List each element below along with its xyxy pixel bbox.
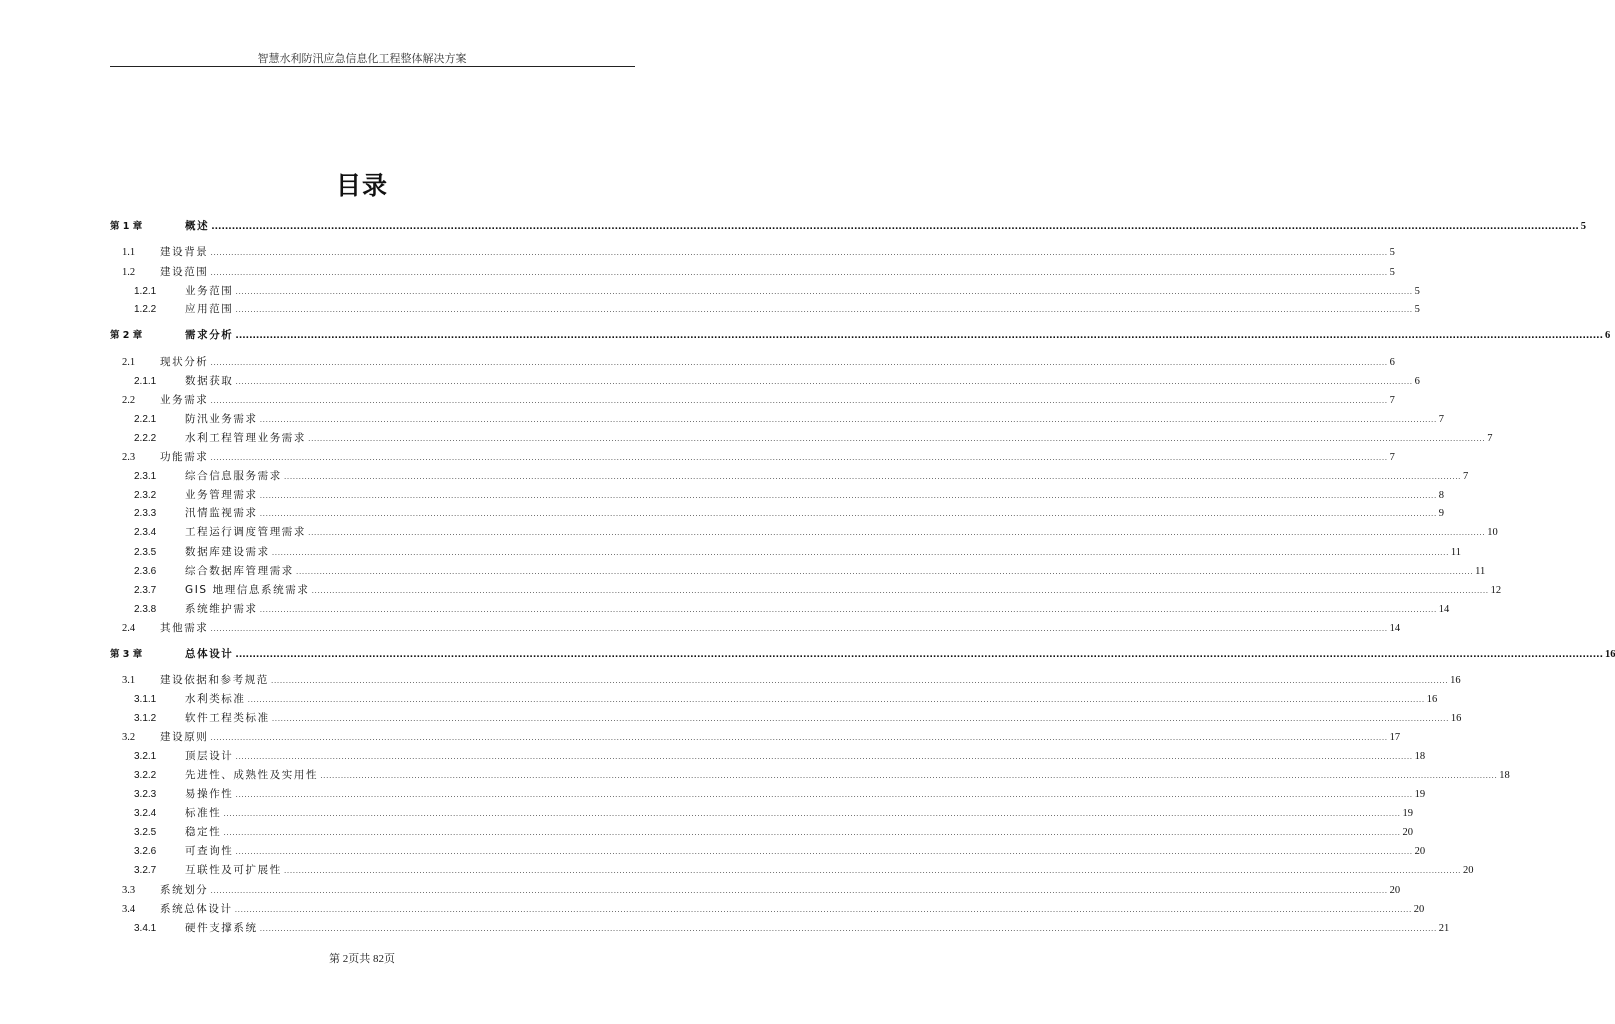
page-footer: 第 2页共 82页 xyxy=(329,953,395,965)
toc-entry-title: 建设依据和参考规范 xyxy=(160,674,269,686)
toc-entry-number: 3.2.5 xyxy=(134,827,157,838)
toc-entry-page: 6 xyxy=(1389,357,1395,368)
toc-dot-leader: ................................................................................................................................................................................................................................................................................................................................................................................................................ xyxy=(259,509,1437,518)
toc-entry-page: 19 xyxy=(1414,789,1426,800)
toc-entry-title: 硬件支撑系统 xyxy=(185,922,258,934)
toc-entry-number: 3.1.2 xyxy=(134,713,157,724)
toc-entry[interactable] xyxy=(110,582,1502,598)
toc-entry-page: 11 xyxy=(1450,547,1462,558)
toc-dot-leader: ................................................................................................................................................................................................................................................................................................................................................................................................................ xyxy=(308,434,1486,443)
toc-entry-page: 12 xyxy=(1490,585,1502,596)
toc-dot-leader: ................................................................................................................................................................................................................................................................................................................................................................................................................ xyxy=(259,605,1437,614)
toc-entry[interactable] xyxy=(110,505,1445,521)
toc-entry-number: 2.3.2 xyxy=(134,490,157,501)
toc-entry-number: 3.2 xyxy=(122,732,136,743)
toc-dot-leader: ................................................................................................................................................................................................................................................................................................................................................................................................................ xyxy=(259,924,1437,933)
toc-dot-leader: ................................................................................................................................................................................................................................................................................................................................................................................................................ xyxy=(210,396,1388,405)
toc-entry-title: 功能需求 xyxy=(160,451,209,463)
toc-entry-number: 2.2.2 xyxy=(134,433,157,444)
toc-entry-page: 5 xyxy=(1389,267,1395,278)
toc-entry-number: 1.2 xyxy=(122,267,136,278)
toc-entry[interactable] xyxy=(110,524,1498,540)
toc-dot-leader: ................................................................................................................................................................................................................................................................................................................................................................................................................ xyxy=(259,415,1437,424)
toc-dot-leader: ................................................................................................................................................................................................................................................................................................................................................................................................................ xyxy=(235,331,1603,341)
toc-entry-number: 3.1 xyxy=(122,675,136,686)
toc-entry-page: 20 xyxy=(1463,865,1474,876)
toc-dot-leader: ................................................................................................................................................................................................................................................................................................................................................................................................................ xyxy=(210,358,1388,367)
header-rule xyxy=(110,66,635,67)
toc-dot-leader: ................................................................................................................................................................................................................................................................................................................................................................................................................ xyxy=(308,528,1486,537)
toc-entry-number: 2.1 xyxy=(122,357,136,368)
toc-dot-leader: ................................................................................................................................................................................................................................................................................................................................................................................................................ xyxy=(211,222,1579,232)
toc-dot-leader: ................................................................................................................................................................................................................................................................................................................................................................................................................ xyxy=(235,305,1413,314)
toc-entry-number: 2.3 xyxy=(122,452,136,463)
toc-dot-leader: ................................................................................................................................................................................................................................................................................................................................................................................................................ xyxy=(235,847,1413,856)
toc-entry[interactable] xyxy=(110,392,1395,408)
toc-dot-leader: ................................................................................................................................................................................................................................................................................................................................................................................................................ xyxy=(235,650,1603,660)
toc-dot-leader: ................................................................................................................................................................................................................................................................................................................................................................................................................ xyxy=(283,866,1461,875)
toc-entry[interactable] xyxy=(110,354,1395,370)
toc-entry[interactable] xyxy=(110,563,1486,579)
toc-entry-number: 3.2.6 xyxy=(134,846,157,857)
toc-entry-title: 建设原则 xyxy=(160,731,209,743)
toc-entry-page: 5 xyxy=(1414,304,1420,315)
toc-entry-title: 汛情监视需求 xyxy=(185,507,258,519)
toc-entry-number: 3.2.1 xyxy=(134,751,157,762)
toc-entry-page: 18 xyxy=(1499,770,1510,781)
toc-dot-leader: ................................................................................................................................................................................................................................................................................................................................................................................................................ xyxy=(259,491,1437,500)
toc-entry-page: 7 xyxy=(1487,433,1493,444)
toc-entry[interactable] xyxy=(110,901,1425,917)
toc-entry-number: 2.3.8 xyxy=(134,604,157,615)
toc-entry-title: 需求分析 xyxy=(185,329,234,341)
toc-dot-leader: ................................................................................................................................................................................................................................................................................................................................................................................................................ xyxy=(235,790,1413,799)
toc-entry[interactable] xyxy=(110,843,1426,859)
toc-dot-leader: ................................................................................................................................................................................................................................................................................................................................................................................................................ xyxy=(271,714,1449,723)
toc-entry-title: 总体设计 xyxy=(185,648,234,660)
toc-entry-page: 5 xyxy=(1389,247,1395,258)
toc-entry-page: 16 xyxy=(1604,649,1615,660)
toc-dot-leader: ................................................................................................................................................................................................................................................................................................................................................................................................................ xyxy=(320,771,1498,780)
toc-entry[interactable] xyxy=(110,283,1420,299)
toc-dot-leader: ................................................................................................................................................................................................................................................................................................................................................................................................................ xyxy=(210,886,1388,895)
toc-entry-page: 7 xyxy=(1463,471,1469,482)
toc-entry-page: 19 xyxy=(1402,808,1413,819)
toc-entry-title: 软件工程类标准 xyxy=(185,712,270,724)
toc-entry-page: 10 xyxy=(1487,527,1498,538)
toc-dot-leader: ................................................................................................................................................................................................................................................................................................................................................................................................................ xyxy=(210,453,1388,462)
toc-entry-number: 3.2.2 xyxy=(134,770,157,781)
toc-entry-page: 20 xyxy=(1413,904,1425,915)
toc-dot-leader: ................................................................................................................................................................................................................................................................................................................................................................................................................ xyxy=(210,248,1388,257)
toc-entry[interactable] xyxy=(110,767,1510,783)
toc-entry-title: 顶层设计 xyxy=(185,750,234,762)
toc-entry-page: 7 xyxy=(1438,414,1445,425)
toc-entry-number: 2.3.4 xyxy=(134,527,157,538)
toc-entry[interactable] xyxy=(110,786,1426,802)
toc-entry-number: 2.2.1 xyxy=(134,414,157,425)
toc-entry-title: 标准性 xyxy=(185,807,222,819)
toc-entry-number: 第 2 章 xyxy=(110,330,143,341)
toc-entry[interactable] xyxy=(110,468,1469,484)
toc-dot-leader: ................................................................................................................................................................................................................................................................................................................................................................................................................ xyxy=(235,287,1413,296)
toc-entry-page: 11 xyxy=(1475,566,1486,577)
toc-entry[interactable] xyxy=(110,920,1450,936)
toc-entry[interactable] xyxy=(110,748,1426,764)
toc-entry-title: 易操作性 xyxy=(185,788,234,800)
toc-entry-title: 系统总体设计 xyxy=(160,903,233,915)
toc-entry[interactable] xyxy=(110,805,1413,821)
toc-entry[interactable] xyxy=(110,646,1615,662)
toc-entry-number: 3.2.4 xyxy=(134,808,157,819)
toc-entry[interactable] xyxy=(110,824,1413,840)
toc-entry-title: 可查询性 xyxy=(185,845,234,857)
toc-entry-title: 数据获取 xyxy=(185,375,234,387)
toc-entry-title: 工程运行调度管理需求 xyxy=(185,526,306,538)
toc-entry-title: 综合信息服务需求 xyxy=(185,470,282,482)
toc-entry-page: 16 xyxy=(1450,675,1461,686)
toc-entry[interactable] xyxy=(110,218,1587,234)
toc-entry-title: 稳定性 xyxy=(185,826,222,838)
toc-entry[interactable] xyxy=(110,449,1395,465)
toc-dot-leader: ................................................................................................................................................................................................................................................................................................................................................................................................................ xyxy=(210,624,1388,633)
toc-entry-number: 3.3 xyxy=(122,885,136,896)
toc-entry-number: 3.1.1 xyxy=(134,694,157,705)
toc-entry[interactable] xyxy=(110,691,1438,707)
toc-entry-page: 6 xyxy=(1604,330,1611,341)
toc-dot-leader: ................................................................................................................................................................................................................................................................................................................................................................................................................ xyxy=(295,567,1474,576)
toc-entry-page: 18 xyxy=(1414,751,1426,762)
toc-entry-page: 20 xyxy=(1402,827,1413,838)
toc-entry-title: 应用范围 xyxy=(185,303,234,315)
toc-title: 目录 xyxy=(335,171,388,200)
toc-entry-number: 3.4.1 xyxy=(134,923,157,934)
toc-entry-number: 2.3.7 xyxy=(134,585,157,596)
toc-entry-title: 水利工程管理业务需求 xyxy=(185,432,306,444)
toc-entry[interactable] xyxy=(110,672,1461,688)
toc-entry-page: 17 xyxy=(1389,732,1401,743)
toc-entry-page: 16 xyxy=(1426,694,1438,705)
toc-entry[interactable] xyxy=(110,601,1450,617)
toc-entry[interactable] xyxy=(110,411,1445,427)
toc-entry-title: 业务管理需求 xyxy=(185,489,258,501)
toc-entry[interactable] xyxy=(110,620,1401,636)
toc-entry-number: 3.4 xyxy=(122,904,136,915)
toc-entry-title: 数据库建设需求 xyxy=(185,546,270,558)
toc-entry-number: 1.2.2 xyxy=(134,304,157,315)
toc-entry-title: 建设背景 xyxy=(160,246,209,258)
toc-dot-leader: ................................................................................................................................................................................................................................................................................................................................................................................................................ xyxy=(311,586,1489,595)
toc-entry[interactable] xyxy=(110,430,1493,446)
toc-entry-page: 8 xyxy=(1438,490,1445,501)
toc-entry[interactable] xyxy=(110,373,1420,389)
toc-entry[interactable] xyxy=(110,862,1474,878)
toc-entry[interactable] xyxy=(110,301,1420,317)
toc-entry-number: 2.1.1 xyxy=(134,376,157,387)
toc-dot-leader: ................................................................................................................................................................................................................................................................................................................................................................................................................ xyxy=(223,809,1401,818)
toc-entry-page: 7 xyxy=(1389,395,1395,406)
toc-entry[interactable] xyxy=(110,544,1462,560)
toc-entry[interactable] xyxy=(110,244,1395,260)
toc-entry-page: 14 xyxy=(1389,623,1401,634)
toc-entry[interactable] xyxy=(110,264,1395,280)
toc-entry[interactable] xyxy=(110,487,1445,503)
toc-entry[interactable] xyxy=(110,882,1401,898)
toc-entry-page: 20 xyxy=(1414,846,1426,857)
toc-entry-page: 14 xyxy=(1438,604,1450,615)
toc-entry-title: 现状分析 xyxy=(160,356,209,368)
toc-entry-title: 概述 xyxy=(185,220,210,232)
toc-entry-title: 建设范围 xyxy=(160,266,209,278)
toc-entry-number: 第 3 章 xyxy=(110,649,143,660)
toc-entry-title: 互联性及可扩展性 xyxy=(185,864,282,876)
toc-entry-title: 业务需求 xyxy=(160,394,209,406)
toc-entry-page: 16 xyxy=(1450,713,1462,724)
toc-entry-title: 水利类标准 xyxy=(185,693,246,705)
toc-entry-title: 防汛业务需求 xyxy=(185,413,258,425)
toc-entry-number: 1.2.1 xyxy=(134,286,157,297)
toc-entry[interactable] xyxy=(110,327,1611,343)
toc-dot-leader: ................................................................................................................................................................................................................................................................................................................................................................................................................ xyxy=(270,676,1449,685)
toc-dot-leader: ................................................................................................................................................................................................................................................................................................................................................................................................................ xyxy=(234,905,1412,914)
toc-entry-title: 系统划分 xyxy=(160,884,209,896)
toc-entry-title: 业务范围 xyxy=(185,285,234,297)
toc-entry-number: 3.2.3 xyxy=(134,789,157,800)
toc-entry-number: 2.3.1 xyxy=(134,471,157,482)
toc-dot-leader: ................................................................................................................................................................................................................................................................................................................................................................................................................ xyxy=(210,268,1388,277)
toc-entry-number: 2.3.5 xyxy=(134,547,157,558)
toc-entry-title: 先进性、成熟性及实用性 xyxy=(185,769,319,781)
running-header: 智慧水利防汛应急信息化工程整体解决方案 xyxy=(257,52,467,65)
toc-entry-page: 7 xyxy=(1389,452,1395,463)
toc-entry-number: 2.3.6 xyxy=(134,566,157,577)
toc-entry-page: 21 xyxy=(1438,923,1450,934)
toc-dot-leader: ................................................................................................................................................................................................................................................................................................................................................................................................................ xyxy=(235,377,1413,386)
toc-entry-title: GIS 地理信息系统需求 xyxy=(185,584,310,596)
toc-dot-leader: ................................................................................................................................................................................................................................................................................................................................................................................................................ xyxy=(271,548,1449,557)
toc-dot-leader: ................................................................................................................................................................................................................................................................................................................................................................................................................ xyxy=(223,828,1401,837)
toc-entry-page: 9 xyxy=(1438,508,1445,519)
toc-entry-number: 1.1 xyxy=(122,247,136,258)
toc-entry[interactable] xyxy=(110,729,1401,745)
toc-entry-page: 5 xyxy=(1580,221,1587,232)
toc-entry-number: 2.2 xyxy=(122,395,136,406)
toc-dot-leader: ................................................................................................................................................................................................................................................................................................................................................................................................................ xyxy=(210,733,1388,742)
toc-dot-leader: ................................................................................................................................................................................................................................................................................................................................................................................................................ xyxy=(247,695,1425,704)
toc-entry-page: 6 xyxy=(1414,376,1420,387)
toc-dot-leader: ................................................................................................................................................................................................................................................................................................................................................................................................................ xyxy=(283,472,1461,481)
toc-entry[interactable] xyxy=(110,710,1462,726)
toc-entry-page: 20 xyxy=(1389,885,1401,896)
toc-entry-title: 综合数据库管理需求 xyxy=(185,565,294,577)
toc-entry-title: 其他需求 xyxy=(160,622,209,634)
toc-entry-number: 3.2.7 xyxy=(134,865,157,876)
toc-entry-number: 2.3.3 xyxy=(134,508,157,519)
toc-entry-title: 系统维护需求 xyxy=(185,603,258,615)
toc-dot-leader: ................................................................................................................................................................................................................................................................................................................................................................................................................ xyxy=(235,752,1413,761)
toc-entry-number: 第 1 章 xyxy=(110,221,143,232)
toc-entry-number: 2.4 xyxy=(122,623,136,634)
toc-entry-page: 5 xyxy=(1414,286,1420,297)
